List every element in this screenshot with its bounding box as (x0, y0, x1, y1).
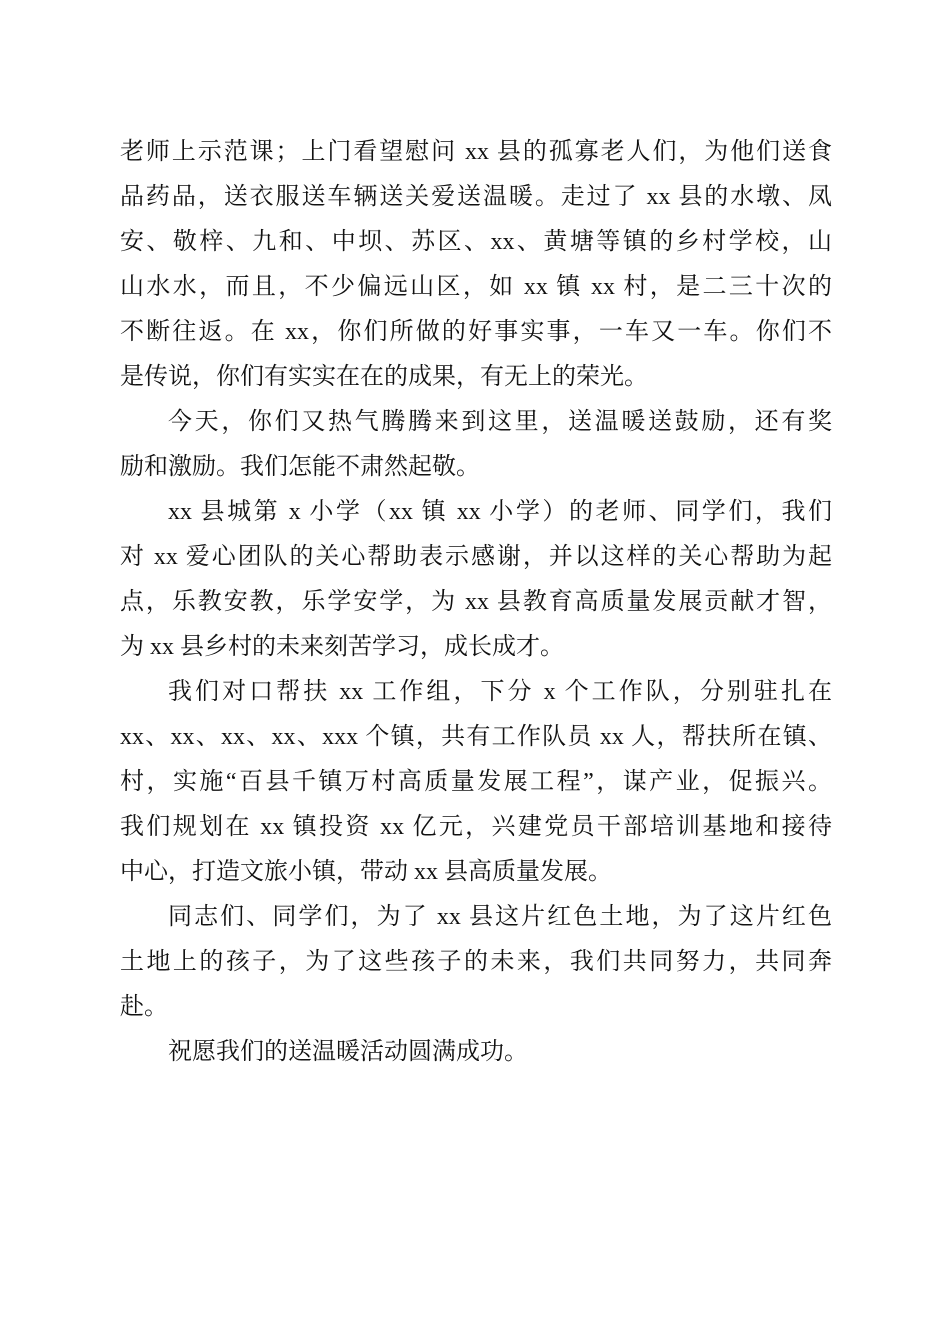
paragraph-3 (120, 490, 832, 670)
text-line: 今天，你们又热气腾腾来到这里，送温暖送鼓励，还有奖 (168, 409, 832, 435)
text-line: 土地上的孩子，为了这些孩子的未来，我们共同努力，共同奔 (120, 949, 832, 975)
paragraph-2 (120, 400, 832, 490)
text-line: 山水水，而且，不少偏远山区，如 xx 镇 xx 村，是二三十次的 (120, 274, 832, 300)
text-line: 为 xx 县乡村的未来刻苦学习，成长成才。 (120, 634, 564, 660)
paragraph-4 (120, 670, 832, 895)
text-line: 点，乐教安教，乐学安学，为 xx 县教育高质量发展贡献才智， (120, 589, 832, 615)
text-line: 品药品，送衣服送车辆送关爱送温暖。走过了 xx 县的水墩、凤 (120, 184, 832, 210)
text-line: 我们对口帮扶 xx 工作组，下分 x 个工作队，分别驻扎在 (168, 679, 832, 705)
text-line: 祝愿我们的送温暖活动圆满成功。 (168, 1039, 528, 1065)
text-line: 中心，打造文旅小镇，带动 xx 县高质量发展。 (120, 859, 612, 885)
text-line: 村，实施“百县千镇万村高质量发展工程”，谋产业，促振兴。 (120, 769, 832, 795)
text-line: 同志们、同学们，为了 xx 县这片红色土地，为了这片红色 (168, 904, 832, 930)
text-line: 是传说，你们有实实在在的成果，有无上的荣光。 (120, 364, 648, 390)
text-line: 不断往返。在 xx，你们所做的好事实事，一车又一车。你们不 (120, 319, 832, 345)
text-line: 老师上示范课；上门看望慰问 xx 县的孤寡老人们，为他们送食 (120, 139, 832, 165)
text-line: xx 县城第 x 小学（xx 镇 xx 小学）的老师、同学们，我们 (168, 499, 832, 525)
text-line: 励和激励。我们怎能不肃然起敬。 (120, 454, 480, 480)
text-line: 赴。 (120, 994, 168, 1020)
document-body (120, 130, 832, 1075)
text-line: 我们规划在 xx 镇投资 xx 亿元，兴建党员干部培训基地和接待 (120, 814, 832, 840)
paragraph-1 (120, 130, 832, 400)
paragraph-6 (120, 1030, 832, 1075)
text-line: 安、敬梓、九和、中坝、苏区、xx、黄塘等镇的乡村学校，山 (120, 229, 832, 255)
text-line: xx、xx、xx、xx、xxx 个镇，共有工作队员 xx 人，帮扶所在镇、 (120, 724, 832, 750)
text-line: 对 xx 爱心团队的关心帮助表示感谢，并以这样的关心帮助为起 (120, 544, 832, 570)
paragraph-5 (120, 895, 832, 1030)
